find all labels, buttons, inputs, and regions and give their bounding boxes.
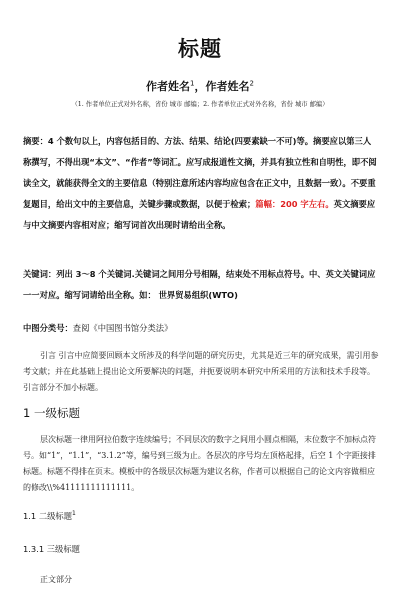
author-line <box>0 78 400 94</box>
clc-value: 查阅《中国图书馆分类法》 <box>72 323 173 333</box>
keywords-text: 列出 3～8 个关键词.关键词之间用分号相隔，结束处不用标点符号。中、英文关键词应一一对应。缩写词请给出全称。如： 世界贸易组织(WTO) <box>23 269 376 300</box>
clc-label: 中图分类号： <box>23 323 73 333</box>
abstract-text: 4 个数句以上，内容包括目的、方法、结果、结论(四要素缺一不可)等。摘要应以第三人称撰写，不得出现“本文”、“作者”等词汇。应写成报道性文摘，并具有独立性和自明性，即不阅读全文，就能获得全文的主要信息（特别注意所述内容均应包含在正文中，且数据一致）。不要重复题目，给出文中的主要信息，关键步骤或数据，以便于检索； <box>23 136 377 209</box>
affiliation-marker: 2 <box>249 79 254 88</box>
introduction-paragraph: 引言 引言中应简要回顾本文所涉及的科学问题的研究历史，尤其是近三年的研究成果，需引用参考文献；并在此基础上提出论文所要解决的问题，并扼要说明本研究中所采用的方法和技术手段等。引言部分不加小标题。 <box>23 351 379 392</box>
body-paragraph: 层次标题一律用阿拉伯数字连续编号；不同层次的数字之间用小圆点相隔，末位数字不加标点符号。如“1”，“1.1”，“3.1.2”等，编号到三级为止。各层次的序号均左顶格起排，后空 1 个字距接排标题。标题不得排在页末。模板中的各级层次标题为建议名称，作者可以根据自己的论文内容做相应的修改\\%41111111111111。 <box>23 435 376 492</box>
footnote-marker: 1 <box>72 510 76 518</box>
abstract-text-continued: 英文摘要应与中文摘要内容相对应；缩写词首次出现时请给出全称。 <box>23 199 376 230</box>
author-name: 作者姓名 <box>205 80 250 93</box>
heading-level-2-text: 1.1 二级标题 <box>23 511 73 521</box>
keywords <box>23 264 383 306</box>
heading-level-1: 1 一级标题 <box>23 406 80 420</box>
keywords-label: 关键词： <box>23 269 57 279</box>
heading-level-2 <box>23 510 76 522</box>
paper-title: 标题 <box>178 37 222 61</box>
author-name: 作者姓名 <box>146 80 191 93</box>
affiliation-marker: 1 <box>190 79 195 88</box>
affiliation: （1. 作者单位正式对外名称，省份 城市 邮编；2. 作者单位正式对外名称，省份 城市 邮编） <box>71 101 329 108</box>
abstract-length-note: 篇幅：200 字左右。 <box>255 199 334 209</box>
body-text: 正文部分 <box>40 575 72 584</box>
heading-level-3: 1.3.1 三级标题 <box>23 544 80 554</box>
author-separator: ， <box>194 80 206 93</box>
abstract <box>23 131 378 236</box>
abstract-label: 摘要： <box>23 136 48 146</box>
clc-number <box>23 322 383 334</box>
